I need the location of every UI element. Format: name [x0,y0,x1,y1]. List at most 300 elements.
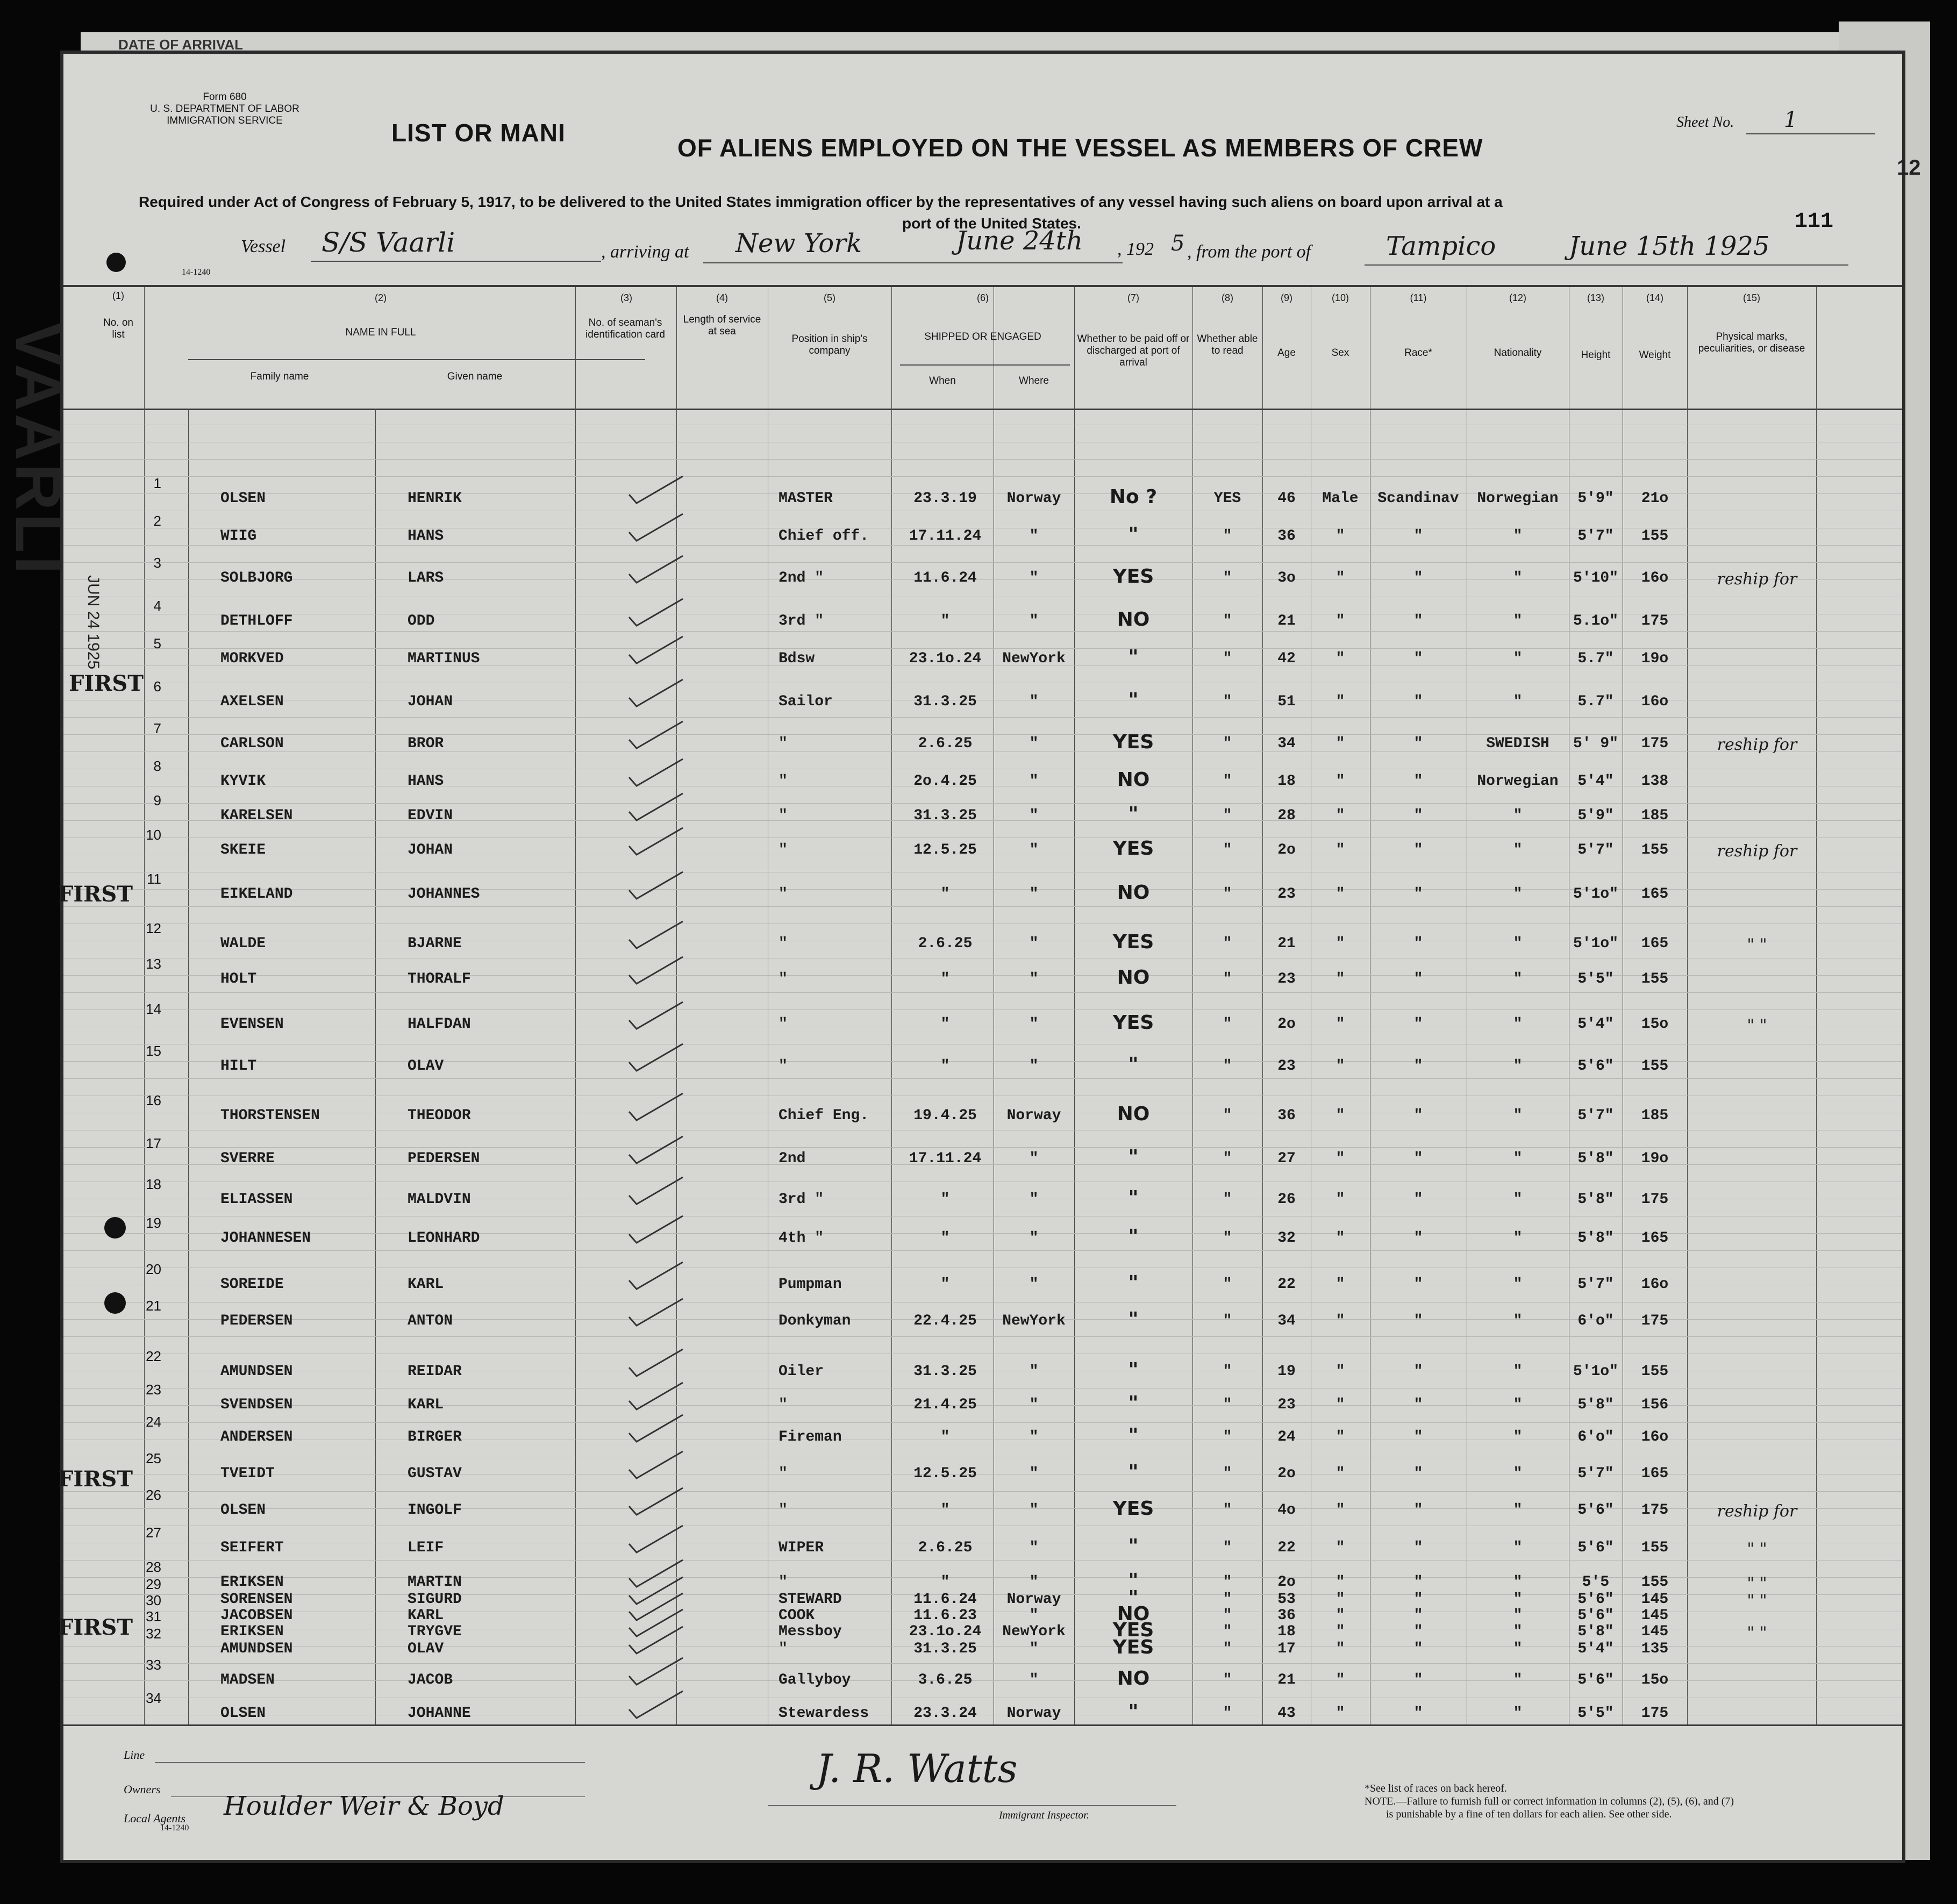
cell-nat: " [1513,886,1523,903]
cell-position: " [778,1465,788,1482]
cell-no: 8 [153,758,161,774]
cell-height: 5'9" [1577,490,1614,507]
checkmark-icon [627,757,686,792]
cell-sex: " [1335,1107,1345,1124]
cell-nat: " [1513,1705,1523,1722]
cell-where: " [1029,570,1039,586]
cell-height: 5'8" [1577,1623,1614,1640]
cell-height: 5'7" [1577,528,1614,545]
cell-height: 5'6" [1577,1058,1614,1075]
cell-weight: 185 [1641,807,1669,824]
cell-height: 5'6" [1577,1591,1614,1608]
cell-position: Chief off. [778,528,869,545]
cell-sex: " [1335,1058,1345,1075]
col-header-age: Age [1277,347,1296,359]
cell-height: 5'1o" [1573,935,1618,952]
cell-weight: 175 [1641,1191,1669,1208]
cell-read: " [1223,1230,1232,1247]
cell-when: 11.6.23 [913,1607,977,1624]
cell-height: 5'7" [1577,1107,1614,1124]
cell-when: 12.5.25 [913,1465,977,1482]
requirement-text-1: Required under Act of Congress of February 5, 1917, to be delivered to the United States immigration officer by the representatives of any vessel having such aliens on board upon arrival at a [139,194,1503,210]
cell-race: " [1413,1016,1423,1033]
cell-when: 2.6.25 [918,1540,973,1556]
col-header-length [682,314,762,338]
cell-when: 22.4.25 [913,1313,977,1329]
cell-no: 5 [153,635,161,652]
cell-weight: 175 [1641,735,1669,752]
cell-race: Scandinav [1377,490,1459,507]
cell-when: " [940,1230,950,1247]
cell-family: SVERRE [220,1150,275,1167]
cell-sex: " [1335,1502,1345,1519]
cell-paid: YES [1112,566,1154,588]
cell-height: 5'5" [1577,1705,1614,1722]
col-num-11: (11) [1410,292,1427,303]
cell-read: " [1223,1150,1232,1167]
cell-family: AMUNDSEN [220,1363,293,1380]
cell-position: " [778,1058,788,1075]
cell-nat: " [1513,842,1523,858]
cell-given: JACOB [408,1672,453,1688]
cell-when: 2.6.25 [918,935,973,952]
cell-read: " [1223,1641,1232,1657]
cell-race: " [1413,1363,1423,1380]
col-header-weight: Weight [1639,349,1671,361]
cell-paid: " [1128,1425,1139,1447]
cell-age: 4o [1277,1502,1296,1519]
cell-given: SIGURD [408,1591,462,1608]
col-num-3: (3) [620,292,632,303]
cell-position: Chief Eng. [778,1107,869,1124]
cell-family: THORSTENSEN [220,1107,320,1124]
cell-read: " [1223,1672,1232,1688]
cell-given: MALDVIN [408,1191,471,1208]
date-stamp-text: JUN 24 1925 [84,575,102,670]
footer-line-label: Line [124,1748,145,1762]
checkmark-icon [627,512,686,547]
cell-race: " [1413,1429,1423,1445]
cell-no: 15 [146,1043,161,1059]
cell-no: 19 [146,1215,161,1231]
cell-where: Norway [1006,1705,1061,1722]
cell-weight: 135 [1641,1641,1669,1657]
cell-family: PEDERSEN [220,1313,293,1329]
ruled-line [63,906,1902,907]
cell-where: " [1029,1150,1039,1167]
cell-when: " [940,613,950,629]
cell-race: " [1413,1623,1423,1640]
cell-where: Norway [1006,490,1061,507]
cell-no: 11 [147,871,161,887]
cell-given: HANS [408,528,444,545]
checkmark-icon [627,1260,686,1295]
cell-no: 29 [146,1576,161,1592]
cell-weight: 155 [1641,842,1669,858]
cell-read: " [1223,1363,1232,1380]
col-header-id [577,317,674,341]
cell-family: OLSEN [220,1502,266,1519]
cell-paid: " [1128,1054,1139,1076]
cell-position: " [778,1016,788,1033]
cell-sex: " [1335,650,1345,667]
vessel-underline [311,261,601,262]
col-num-1: (1) [112,290,124,301]
cell-given: HANS [408,773,444,790]
cell-race: " [1413,1058,1423,1075]
cell-sex: " [1335,1230,1345,1247]
cell-age: 53 [1277,1591,1296,1608]
cell-position: " [778,773,788,790]
cell-no: 34 [146,1690,161,1706]
cell-paid: " [1128,524,1139,546]
page-title-part1: LIST OR MANI [391,119,566,147]
col-num-12: (12) [1509,292,1526,303]
cell-where: " [1029,1058,1039,1075]
cell-given: MARTINUS [408,650,480,667]
cell-given: JOHANNE [408,1705,471,1722]
cell-nat: " [1513,570,1523,586]
cell-age: 36 [1277,528,1296,545]
col-header-sex: Sex [1331,347,1349,359]
cell-sex: " [1335,1313,1345,1329]
cell-age: 51 [1277,693,1296,710]
cell-given: BJARNE [408,935,462,952]
ruled-line [63,545,1902,546]
ruled-line [63,1663,1902,1664]
cell-no: 13 [146,956,161,972]
cell-nat: " [1513,1591,1523,1608]
cell-read: " [1223,1058,1232,1075]
cell-race: " [1413,1641,1423,1657]
cell-weight: 175 [1641,1705,1669,1722]
cell-height: 5.1o" [1573,613,1618,629]
cell-read: " [1223,650,1232,667]
cell-given: PEDERSEN [408,1150,480,1167]
cell-given: BROR [408,735,444,752]
cell-sex: " [1335,1276,1345,1293]
cell-height: 5'5 [1582,1574,1610,1591]
cell-marks: reship for [1717,735,1797,754]
col-num-2: (2) [375,292,387,303]
checkmark-icon [627,1042,686,1077]
cell-given: REIDAR [408,1363,462,1380]
cell-height: 5'6" [1577,1540,1614,1556]
cell-height: 5' 9" [1573,735,1618,752]
col-num-13: (13) [1587,292,1604,303]
cell-nat: " [1513,528,1523,545]
cell-height: 6'o" [1577,1313,1614,1329]
cell-where: " [1029,1641,1039,1657]
cell-age: 24 [1277,1429,1296,1445]
cell-no: 24 [146,1414,161,1430]
vessel-stamp-name: VAARLI [2,323,74,577]
cell-paid: YES [1112,838,1154,860]
cell-nat: Norwegian [1477,490,1559,507]
cell-race: " [1413,735,1423,752]
cell-family: WIIG [220,528,257,545]
cell-family: SOLBJORG [220,570,293,586]
cell-race: " [1413,1465,1423,1482]
ruled-line [63,648,1902,649]
cell-given: MARTIN [408,1574,462,1591]
vessel-stamp [1,323,75,577]
cell-age: 2o [1277,1574,1296,1591]
col-num-6: (6) [977,292,989,303]
cell-race: " [1413,1540,1423,1556]
cell-age: 22 [1277,1276,1296,1293]
cell-read: " [1223,528,1232,545]
cell-age: 36 [1277,1607,1296,1624]
cell-nat: " [1513,1641,1523,1657]
cell-sex: " [1335,735,1345,752]
cell-read: " [1223,1016,1232,1033]
cell-weight: 165 [1641,1465,1669,1482]
punch-hole-3 [104,1292,126,1314]
cell-when: 11.6.24 [913,1591,977,1608]
cell-sex: " [1335,1607,1345,1624]
col-header-where: Where [1019,375,1049,386]
cell-weight: 19o [1641,1150,1669,1167]
cell-where: " [1029,971,1039,987]
cell-family: ERIKSEN [220,1574,284,1591]
first-mark-4: FIRST [58,1615,133,1640]
cell-sex: " [1335,570,1345,586]
cell-family: SKEIE [220,842,266,858]
col-num-4: (4) [716,292,728,303]
cell-sex: " [1335,1705,1345,1722]
col-header-when: When [929,375,956,386]
cell-age: 3o [1277,570,1296,586]
cell-family: SOREIDE [220,1276,284,1293]
cell-when: 17.11.24 [909,528,982,545]
checkmark-icon [627,955,686,990]
cell-given: GUSTAV [408,1465,462,1482]
cell-position: WIPER [778,1540,824,1556]
cell-read: " [1223,1502,1232,1519]
cell-no: 2 [153,513,161,529]
cell-family: JOHANNESEN [220,1230,311,1247]
ruled-line [63,562,1902,563]
cell-age: 18 [1277,1623,1296,1640]
cell-race: " [1413,807,1423,824]
cell-paid: NO [1117,882,1150,904]
cell-nat: " [1513,1058,1523,1075]
cell-given: EDVIN [408,807,453,824]
cell-weight: 165 [1641,886,1669,903]
cell-sex: " [1335,613,1345,629]
cell-where: " [1029,773,1039,790]
cell-where: " [1029,1276,1039,1293]
ruled-line [63,1491,1902,1492]
arrival-tab-label: DATE OF ARRIVAL [118,37,244,53]
footer-note-3: is punishable by a fine of ten dollars for each alien. See other side. [1386,1808,1672,1820]
from-port-underline [1365,264,1848,266]
cell-nat: " [1513,1429,1523,1445]
ruled-line [63,717,1902,718]
cell-paid: " [1128,1146,1139,1168]
checkmark-icon [627,870,686,905]
cell-height: 5'4" [1577,773,1614,790]
cell-no: 4 [153,598,161,614]
cell-nat: " [1513,1313,1523,1329]
cell-read: " [1223,807,1232,824]
cell-height: 5'1o" [1573,1363,1618,1380]
cell-height: 5'8" [1577,1230,1614,1247]
cell-sex: " [1335,1465,1345,1482]
cell-age: 22 [1277,1540,1296,1556]
cell-race: " [1413,1574,1423,1591]
cell-position: " [778,735,788,752]
cell-read: " [1223,935,1232,952]
cell-when: 3.6.25 [918,1672,973,1688]
cell-age: 23 [1277,971,1296,987]
cell-sex: " [1335,1191,1345,1208]
cell-paid: " [1128,1272,1139,1294]
punch-hole-1 [106,253,126,272]
cell-weight: 16o [1641,693,1669,710]
ruled-line [63,476,1902,477]
cell-when: 23.3.24 [913,1705,977,1722]
cell-where: " [1029,842,1039,858]
cell-given: JOHANNES [408,886,480,903]
cell-height: 5'6" [1577,1672,1614,1688]
cell-weight: 155 [1641,1363,1669,1380]
checkmark-icon [627,719,686,754]
cell-no: 26 [146,1487,161,1503]
cell-position: " [778,1397,788,1413]
cell-height: 5'1o" [1573,886,1618,903]
cell-age: 18 [1277,773,1296,790]
cell-given: LEONHARD [408,1230,480,1247]
cell-paid: NO [1117,1103,1150,1125]
cell-marks: " " [1747,1540,1767,1558]
cell-position: " [778,1641,788,1657]
cell-sex: " [1335,1397,1345,1413]
cell-read: " [1223,842,1232,858]
cell-race: " [1413,613,1423,629]
cell-no: 17 [146,1135,161,1151]
cell-read: " [1223,886,1232,903]
cell-weight: 145 [1641,1623,1669,1640]
footer-agents-label: Local Agents [124,1812,186,1825]
cell-where: " [1029,528,1039,545]
cell-weight: 16o [1641,1429,1669,1445]
checkmark-icon [627,1000,686,1035]
cell-given: ANTON [408,1313,453,1329]
cell-nat: " [1513,1465,1523,1482]
cell-weight: 155 [1641,1540,1669,1556]
cell-read: " [1223,1607,1232,1624]
cell-race: " [1413,1502,1423,1519]
col-header-nationality: Nationality [1494,347,1542,359]
cell-weight: 16o [1641,570,1669,586]
cell-given: BIRGER [408,1429,462,1445]
cell-marks: " " [1747,1016,1767,1035]
cell-position: 3rd " [778,613,824,629]
departure-date: June 15th 1925 [1569,231,1770,261]
checkmark-icon [627,1449,686,1484]
cell-nat: " [1513,693,1523,710]
cell-paid: " [1128,689,1139,711]
cell-given: JOHAN [408,693,453,710]
cell-sex: " [1335,528,1345,545]
cell-given: INGOLF [408,1502,462,1519]
name-header-divider [188,359,645,360]
cell-race: " [1413,773,1423,790]
shipped-header-divider [900,364,1070,366]
col-header-name: NAME IN FULL [345,327,416,338]
checkmark-icon [627,1297,686,1332]
cell-race: " [1413,528,1423,545]
cell-weight: 145 [1641,1607,1669,1624]
cell-race: " [1413,971,1423,987]
cell-weight: 175 [1641,1502,1669,1519]
cell-when: 31.3.25 [913,1363,977,1380]
cell-given: THEODOR [408,1107,471,1124]
cell-weight: 155 [1641,528,1669,545]
cell-no: 21 [146,1298,161,1314]
cell-no: 9 [153,792,161,808]
side-page-number: 12 [1897,156,1921,180]
arrival-year: , 192 [1117,239,1154,259]
cell-read: " [1223,613,1232,629]
checkmark-icon [627,677,686,712]
cell-weight: 156 [1641,1397,1669,1413]
cell-no: 3 [153,555,161,571]
cell-where: NewYork [1002,650,1066,667]
cell-when: " [940,1502,950,1519]
cell-nat: " [1513,1623,1523,1640]
cell-height: 5'7" [1577,842,1614,858]
cell-paid: " [1128,1535,1139,1557]
cell-race: " [1413,1191,1423,1208]
cell-where: " [1029,886,1039,903]
col-header-position [773,333,886,357]
cell-sex: " [1335,1150,1345,1167]
cell-when: 12.5.25 [913,842,977,858]
cell-paid: " [1128,1308,1139,1330]
cell-age: 2o [1277,842,1296,858]
cell-no: 33 [146,1657,161,1673]
checkmark-icon [627,1175,686,1210]
cell-when: 23.3.19 [913,490,977,507]
cell-no: 25 [146,1450,161,1466]
cell-race: " [1413,1150,1423,1167]
col-num-7: (7) [1127,292,1139,303]
cell-family: SEIFERT [220,1540,284,1556]
cell-where: NewYork [1002,1313,1066,1329]
cell-paid: YES [1112,1636,1154,1658]
cell-where: " [1029,693,1039,710]
cell-nat: SWEDISH [1486,735,1549,752]
first-mark-2: FIRST [58,882,133,907]
cell-height: 5'10" [1573,570,1618,586]
cell-race: " [1413,1313,1423,1329]
cell-paid: " [1128,1587,1139,1609]
cell-position: Stewardess [778,1705,869,1722]
cell-age: 34 [1277,735,1296,752]
cell-position: Bdsw [778,650,815,667]
col-num-8: (8) [1222,292,1233,303]
cell-where: " [1029,1502,1039,1519]
cell-when: 31.3.25 [913,693,977,710]
cell-sex: " [1335,1641,1345,1657]
cell-read: " [1223,1191,1232,1208]
cell-age: 23 [1277,1397,1296,1413]
col-header-id-text: No. of seaman's identification card [585,317,665,340]
cell-marks: " " [1747,1623,1767,1642]
